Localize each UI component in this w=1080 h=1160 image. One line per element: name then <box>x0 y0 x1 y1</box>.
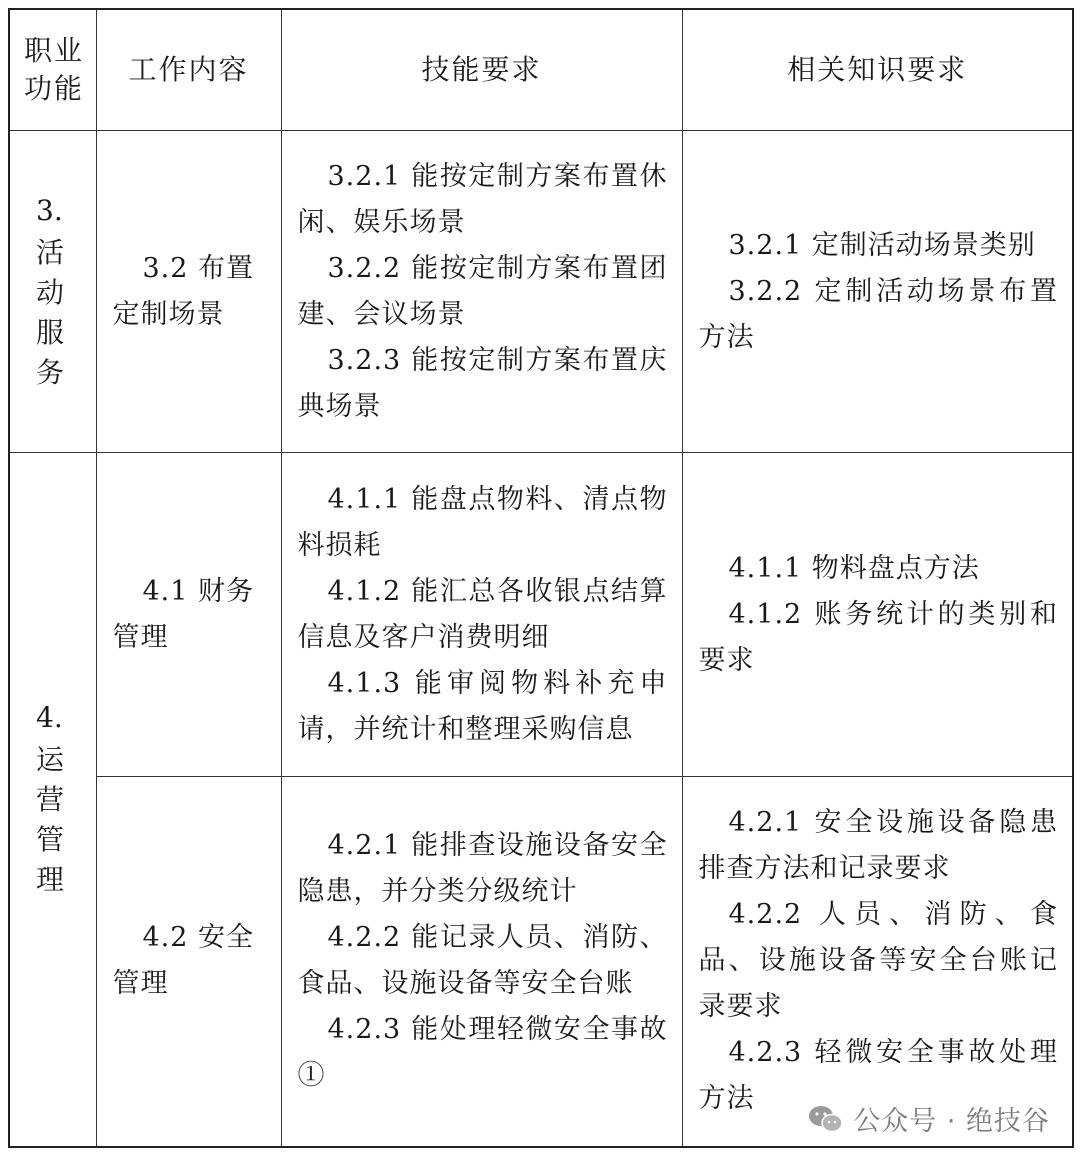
skills-cell <box>281 453 682 777</box>
knowledge-cell <box>682 131 1073 453</box>
function-cell-operations-management: 4. 运 营 管 理 <box>9 453 96 1147</box>
knowledge-cell <box>682 777 1073 1147</box>
knowledge-item: 3.2.2 定制活动场景布置方法 <box>698 275 1058 353</box>
table-row <box>9 777 1073 1147</box>
skills-cell <box>281 131 682 453</box>
table-row <box>9 131 1073 453</box>
knowledge-item: 3.2.1 定制活动场景类别 <box>728 229 1036 261</box>
content-cell: 3.2 布置 定制场景 <box>96 131 281 453</box>
skill-item: 4.1.1 能盘点物料、清点物料损耗 <box>297 483 668 561</box>
knowledge-item: 4.2.2 人员、消防、食品、设施设备等安全台账记录要求 <box>698 899 1058 1023</box>
content-cell: 4.2 安全 管理 <box>96 777 281 1147</box>
skill-item: 4.2.2 能记录人员、消防、食品、设施设备等安全台账 <box>297 922 668 1000</box>
header-knowledge: 相关知识要求 <box>682 9 1073 131</box>
skill-item: 4.2.3 能处理轻微安全事故① <box>297 1014 668 1092</box>
knowledge-item: 4.2.3 轻微安全事故处理方法 <box>698 1037 1058 1115</box>
header-content: 工作内容 <box>96 9 281 131</box>
skill-item: 3.2.2 能按定制方案布置团建、会议场景 <box>297 252 668 330</box>
skill-item: 3.2.1 能按定制方案布置休闲、娱乐场景 <box>297 160 668 238</box>
watermark <box>807 1099 1050 1138</box>
skill-item: 3.2.3 能按定制方案布置庆典场景 <box>297 344 668 422</box>
skill-item: 4.1.3 能审阅物料补充申请，并统计和整理采购信息 <box>297 667 668 745</box>
knowledge-item: 4.1.1 物料盘点方法 <box>728 552 980 584</box>
knowledge-item: 4.1.2 账务统计的类别和要求 <box>698 598 1058 676</box>
occupational-standard-table <box>8 8 1074 1148</box>
skill-item: 4.1.2 能汇总各收银点结算信息及客户消费明细 <box>297 575 668 653</box>
header-skills: 技能要求 <box>281 9 682 131</box>
skills-cell <box>281 777 682 1147</box>
wechat-icon <box>807 1103 845 1135</box>
header-function: 职业 功能 <box>9 9 96 131</box>
knowledge-item: 4.2.1 安全设施设备隐患排查方法和记录要求 <box>698 807 1058 885</box>
skill-item: 4.2.1 能排查设施设备安全隐患，并分类分级统计 <box>297 830 668 908</box>
function-cell-activity-service: 3. 活 动 服 务 <box>9 131 96 453</box>
table-header-row <box>9 9 1073 131</box>
knowledge-cell <box>682 453 1073 777</box>
content-cell: 4.1 财务 管理 <box>96 453 281 777</box>
watermark-text: 公众号 · 绝技谷 <box>853 1106 1050 1137</box>
table-row <box>9 453 1073 777</box>
